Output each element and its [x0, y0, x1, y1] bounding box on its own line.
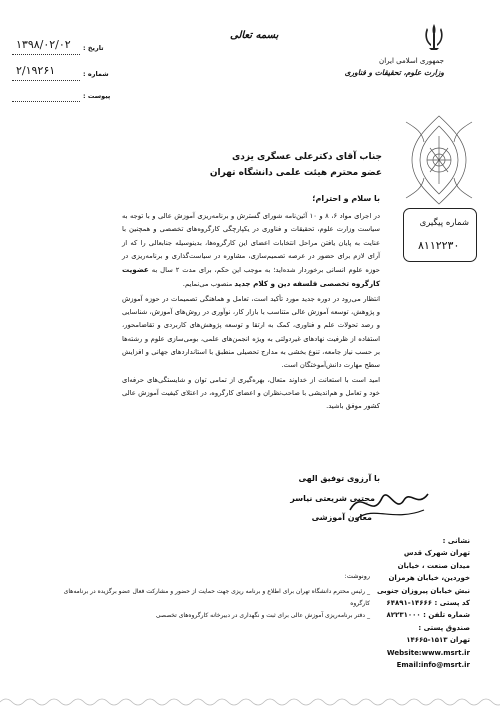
cc-list — [63, 586, 370, 622]
membership-word: عضویت — [122, 265, 149, 275]
number-underline — [12, 80, 80, 81]
body-paragraph-3: امید است با استعانت از خداوند متعال، بهره‌گیری از تمامی توان و شایستگی‌های حرفه‌ای خود و تعامل و هم‌اندیشی با صاحب‌نظران و اعضای کارگروه، در اعتلای کیفیت آموزش عالی کشور موفق باشید. — [122, 375, 380, 411]
cc-item: _ دفتر برنامه‌ریزی آموزش عالی برای ثبت و نگهداری در دبیرخانه کارگروه‌های تخصصی — [155, 612, 370, 619]
signer-name: مجتبی شریعتی نیاسر — [290, 494, 375, 503]
followup-box — [403, 208, 477, 262]
paragraph-1-end: منصوب می‌نمایم. — [182, 280, 233, 289]
address-line: خوردین، خیابان هرمزان — [388, 574, 470, 583]
ministry-name: وزارت علوم، تحقیقات و فناوری — [344, 68, 444, 77]
basmala: بسمه تعالی — [230, 30, 279, 41]
website: Website:www.msrt.ir — [386, 648, 470, 657]
contact-info — [360, 535, 470, 671]
address-label: نشانی : — [442, 537, 470, 545]
cc-item: _ رئیس محترم دانشگاه تهران برای اطلاع و برنامه ریزی جهت حمایت از حضور و مشارکت فعال عضو برگزیده در برنامه‌های — [63, 588, 370, 595]
addressee-name: جناب آقای دکترعلی عسگری یزدی — [231, 152, 382, 162]
attachment-label: پیوست : — [83, 92, 111, 100]
number-value: ۲/۱۹۲۶۱ — [16, 64, 56, 77]
number-label: شماره : — [83, 70, 109, 78]
address-line: میدان صنعت ، خیابان — [397, 561, 470, 570]
address-line: نبش خیابان پیروزان جنوبی — [376, 586, 470, 595]
postal-code: کد پستی : ۱۴۶۶۶-۶۴۸۹۱ — [386, 599, 470, 608]
email: Email:info@msrt.ir — [396, 661, 470, 670]
date-value: ۱۳۹۸/۰۲/۰۲ — [16, 38, 71, 51]
paragraph-1-text: در اجرای مواد ۶، ۸ و ۱۰ آئین‌نامه شورای گسترش و برنامه‌ریزی آموزش عالی و با توجه به سیاست وزارت علوم، تحقیقات و فناوری در یکپارچگی کارگروه‌های تخصصی و همچنین با عنایت به پایان یافتن مراحل انتخابات اعضای این کارگروه‌ها، بدینوسیله جنابعالی را که از آرای لازم برای حضور در عرصه تصمیم‌سازی، مشاوره در سیاست‌گذاری و برنامه‌ریزی در حوزه علوم انسانی برخوردار شده‌اید؛ به موجب این حکم، برای مدت ۲ سال به — [122, 212, 380, 275]
cc-item: کارگروه — [350, 600, 370, 607]
date-underline — [12, 54, 80, 55]
signer-title: معاون آموزشی — [311, 513, 372, 522]
phone-number: شماره تلفن : ۸۲۲۳۱۰۰۰ — [386, 611, 470, 620]
ornament-icon — [402, 112, 476, 208]
date-label: تاریخ : — [83, 44, 104, 52]
iran-emblem-icon — [422, 22, 446, 52]
republic-name: جمهوری اسلامی ایران — [379, 57, 444, 65]
greeting: با سلام و احترام؛ — [312, 194, 380, 203]
closing-wishes: با آرزوی توفیق الهی — [298, 474, 380, 483]
working-group-name: کارگروه تخصصی فلسفه دین و کلام جدید — [234, 279, 380, 289]
cc-title: رونوشت: — [344, 572, 370, 580]
pobox-label: صندوق پستی : — [418, 623, 470, 632]
pobox-value: تهران ۱۵۱۳-۱۴۶۶۵ — [406, 636, 470, 645]
body-paragraph-2: انتظار می‌رود در دوره جدید مورد تأکید است، تعامل و هماهنگی تصمیمات در حوزه آموزش و پژوهش، توسعه آموزش عالی متناسب با بازار کار، نوآوری در روش‌های آموزش، شناسایی و رصد تحولات علم و فناوری، کمک به ارتقا و توسعه پژوهش‌های کاربردی و تقاضامحور، استفاده از ظرفیت نهادهای غیردولتی به ویژه انجمن‌های علمی، بومی‌سازی علوم و رشته‌ها بر حسب نیاز جامعه، تنوع بخشی به مدارج تحصیلی منطبق با استانداردهای جهانی و افزایش سطح مهارت دانش‌آموختگان است. — [122, 294, 380, 370]
body-paragraph-1 — [122, 210, 380, 292]
bottom-border-decoration — [0, 696, 500, 708]
addressee-title: عضو محترم هیئت علمی دانشگاه تهران — [209, 168, 382, 178]
address-line: تهران شهرک قدس — [403, 549, 470, 558]
letter-body — [122, 210, 380, 414]
followup-number: ۸۱۱۲۲۳۰ — [418, 239, 460, 252]
followup-label: شماره پیگیری — [419, 218, 469, 228]
attachment-underline — [12, 101, 80, 102]
